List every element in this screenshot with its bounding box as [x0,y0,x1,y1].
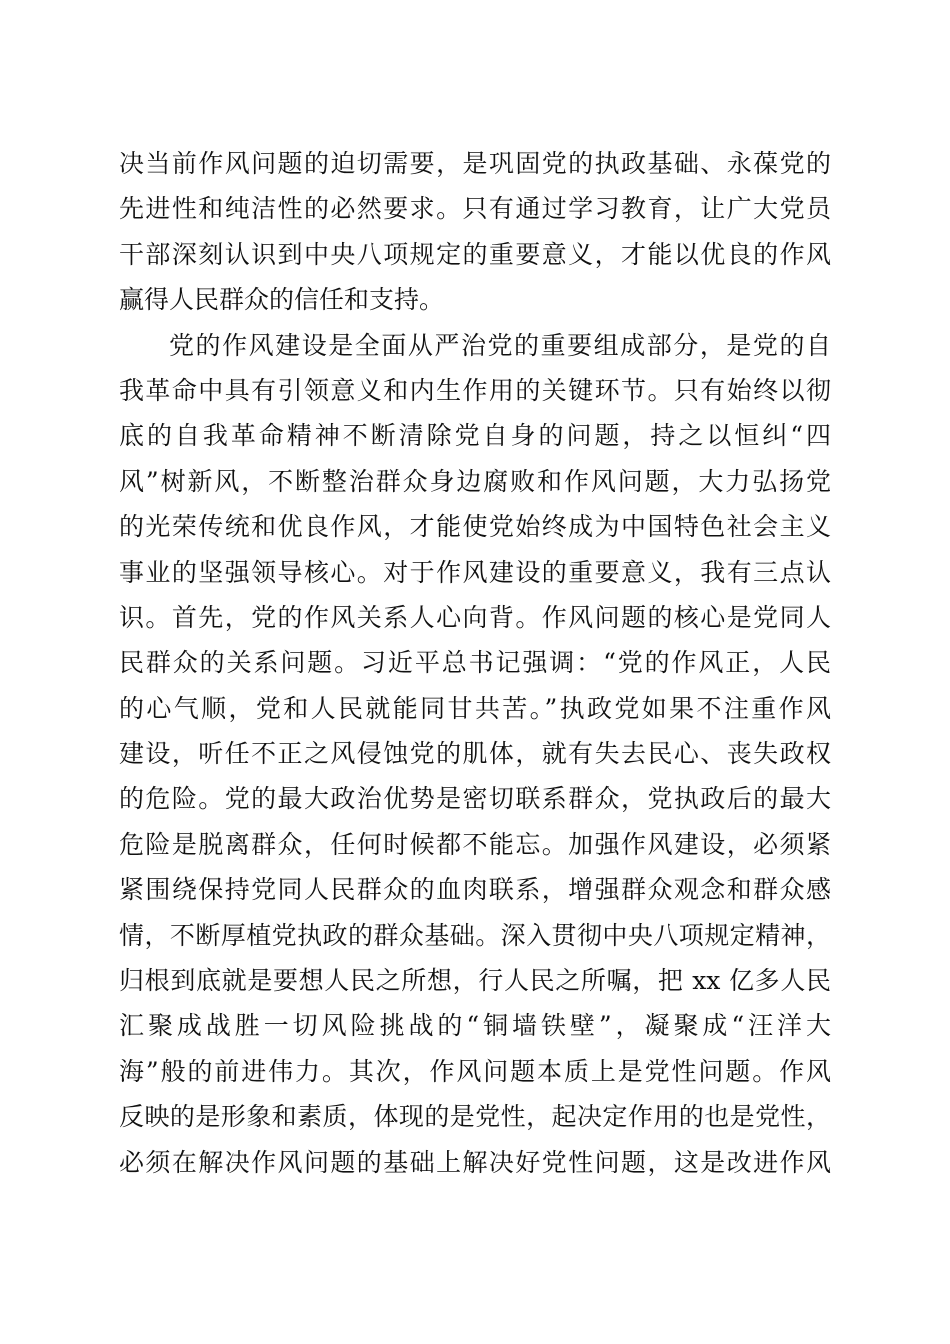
text-line: 党的作风建设是全面从严治党的重要组成部分，是党的自 [169,330,831,360]
paragraph-2 [119,323,831,1185]
text-line: 情，不断厚植党执政的群众基础。深入贯彻中央八项规定精神， [119,920,831,950]
text-line: 底的自我革命精神不断清除党自身的问题，持之以恒纠“四 [119,421,831,451]
text-line: 建设，听任不正之风侵蚀党的肌体，就有失去民心、丧失政权 [119,739,831,769]
text-line: 海”般的前进伟力。其次，作风问题本质上是党性问题。作风 [119,1056,831,1086]
text-line: 汇聚成战胜一切风险挑战的“铜墙铁壁”，凝聚成“汪洋大 [119,1011,831,1041]
text-line: 事业的坚强领导核心。对于作风建设的重要意义，我有三点认 [119,557,831,587]
body-text [119,141,831,1185]
text-line: 干部深刻认识到中央八项规定的重要意义，才能以优良的作风 [119,239,831,269]
text-line: 反映的是形象和素质，体现的是党性，起决定作用的也是党性， [119,1102,831,1132]
text-line: 的光荣传统和优良作风，才能使党始终成为中国特色社会主义 [119,512,831,542]
text-line: 危险是脱离群众，任何时候都不能忘。加强作风建设，必须紧 [119,829,831,859]
paragraph-1 [119,141,831,323]
text-line: 民群众的关系问题。习近平总书记强调：“党的作风正，人民 [119,648,831,678]
text-line: 决当前作风问题的迫切需要，是巩固党的执政基础、永葆党的 [119,149,831,178]
text-line: 风”树新风，不断整治群众身边腐败和作风问题，大力弘扬党 [119,466,831,496]
text-line: 的心气顺，党和人民就能同甘共苦。”执政党如果不注重作风 [119,693,831,723]
text-line: 赢得人民群众的信任和支持。 [119,285,445,315]
text-line: 必须在解决作风问题的基础上解决好党性问题，这是改进作风 [119,1147,831,1177]
text-line: 识。首先，党的作风关系人心向背。作风问题的核心是党同人 [119,602,831,632]
text-line: 紧围绕保持党同人民群众的血肉联系，增强群众观念和群众感 [119,875,831,905]
text-line: 我革命中具有引领意义和内生作用的关键环节。只有始终以彻 [119,375,831,405]
text-line: 归根到底就是要想人民之所想，行人民之所嘱，把 xx 亿多人民 [119,966,831,996]
text-line: 的危险。党的最大政治优势是密切联系群众，党执政后的最大 [119,784,831,814]
text-line: 先进性和纯洁性的必然要求。只有通过学习教育，让广大党员 [119,194,831,224]
